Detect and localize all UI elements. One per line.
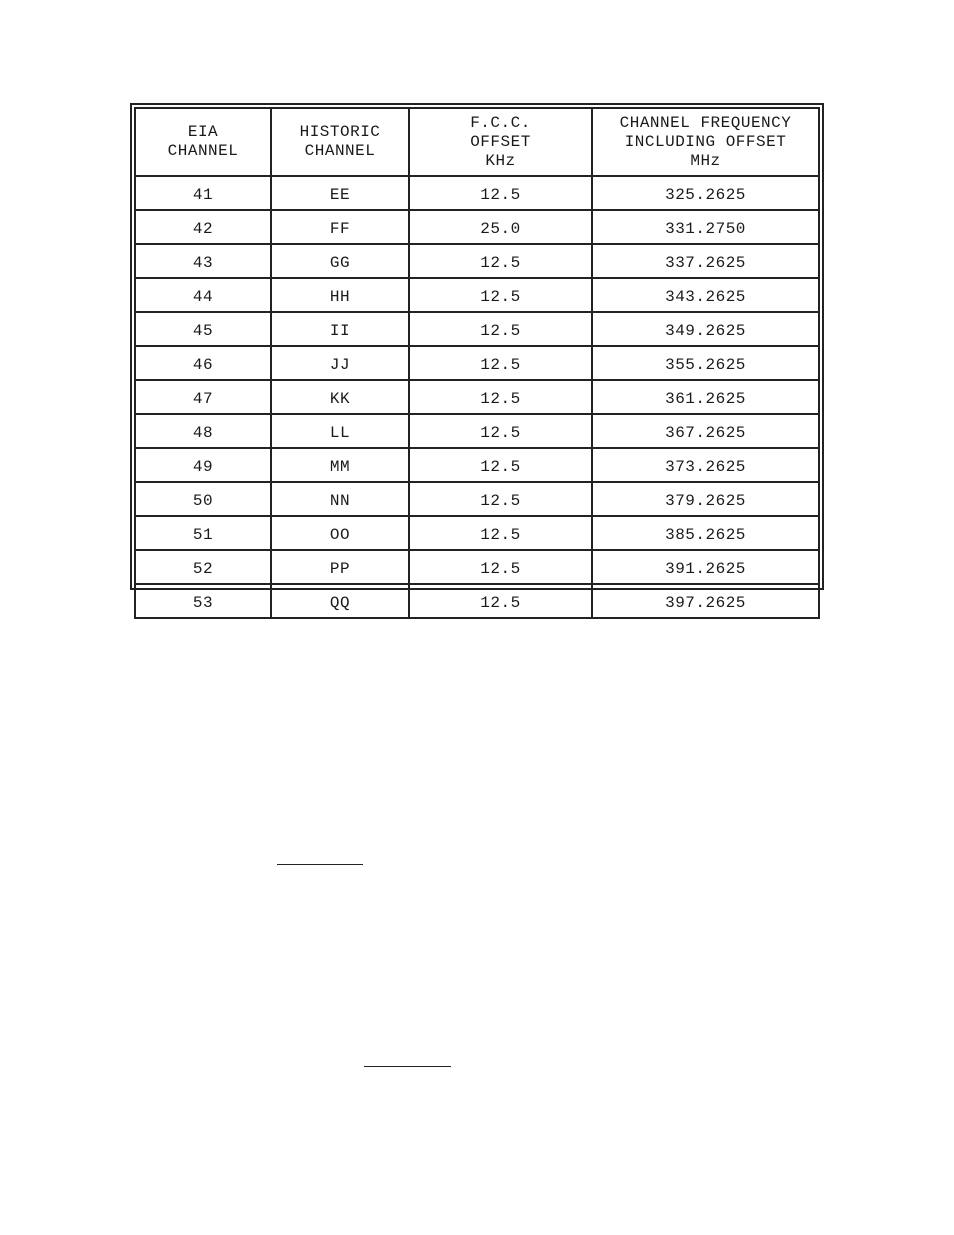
historic-channel-cell: NN	[271, 482, 409, 516]
underline-rule	[277, 864, 363, 865]
historic-channel-cell: HH	[271, 278, 409, 312]
table-row	[135, 210, 819, 244]
channel-frequency-cell: 397.2625	[592, 584, 819, 618]
historic-channel-cell: GG	[271, 244, 409, 278]
eia-channel-cell: 51	[135, 516, 271, 550]
table-row	[135, 176, 819, 210]
table-row	[135, 312, 819, 346]
historic-channel-cell: KK	[271, 380, 409, 414]
channel-frequency-cell: 385.2625	[592, 516, 819, 550]
table-row	[135, 516, 819, 550]
table-row	[135, 244, 819, 278]
fcc-offset-cell: 12.5	[409, 346, 592, 380]
table-row	[135, 278, 819, 312]
channel-frequency-cell: 325.2625	[592, 176, 819, 210]
historic-channel-cell: PP	[271, 550, 409, 584]
fcc-offset-cell: 12.5	[409, 244, 592, 278]
eia-channel-cell: 50	[135, 482, 271, 516]
channel-frequency-cell: 355.2625	[592, 346, 819, 380]
header-line: CHANNEL	[304, 142, 376, 160]
fcc-offset-cell: 12.5	[409, 448, 592, 482]
fcc-offset-cell: 12.5	[409, 380, 592, 414]
table-body	[135, 176, 819, 618]
channel-frequency-cell: 379.2625	[592, 482, 819, 516]
eia-channel-cell: 52	[135, 550, 271, 584]
underline-rule	[364, 1066, 451, 1067]
table-row	[135, 414, 819, 448]
fcc-offset-cell: 12.5	[409, 482, 592, 516]
channel-frequency-cell: 337.2625	[592, 244, 819, 278]
eia-channel-cell: 41	[135, 176, 271, 210]
eia-channel-cell: 47	[135, 380, 271, 414]
header-line: INCLUDING OFFSET	[624, 132, 787, 151]
eia-channel-cell: 42	[135, 210, 271, 244]
header-line: MHz	[690, 151, 721, 170]
header-historic-channel	[271, 108, 409, 176]
historic-channel-cell: MM	[271, 448, 409, 482]
historic-channel-cell: EE	[271, 176, 409, 210]
fcc-offset-cell: 12.5	[409, 312, 592, 346]
channel-frequency-cell: 361.2625	[592, 380, 819, 414]
historic-channel-cell: FF	[271, 210, 409, 244]
channel-frequency-cell: 349.2625	[592, 312, 819, 346]
fcc-offset-cell: 12.5	[409, 584, 592, 618]
channel-frequency-cell: 373.2625	[592, 448, 819, 482]
fcc-offset-cell: 25.0	[409, 210, 592, 244]
eia-channel-cell: 44	[135, 278, 271, 312]
channel-frequency-cell: 343.2625	[592, 278, 819, 312]
header-line: CHANNEL FREQUENCY	[619, 113, 792, 132]
eia-channel-cell: 45	[135, 312, 271, 346]
table-row	[135, 380, 819, 414]
eia-channel-cell: 43	[135, 244, 271, 278]
eia-channel-cell: 48	[135, 414, 271, 448]
header-line: F.C.C.	[470, 113, 531, 132]
header-line: KHz	[485, 151, 516, 170]
channel-table-frame	[130, 103, 824, 612]
table-row	[135, 550, 819, 584]
fcc-offset-cell: 12.5	[409, 414, 592, 448]
header-eia-channel	[135, 108, 271, 176]
fcc-offset-cell: 12.5	[409, 550, 592, 584]
table-row	[135, 448, 819, 482]
eia-channel-cell: 49	[135, 448, 271, 482]
header-line: EIA	[187, 123, 219, 141]
historic-channel-cell: OO	[271, 516, 409, 550]
table-row	[135, 482, 819, 516]
header-line: OFFSET	[470, 132, 531, 151]
fcc-offset-cell: 12.5	[409, 176, 592, 210]
historic-channel-cell: JJ	[271, 346, 409, 380]
fcc-offset-cell: 12.5	[409, 278, 592, 312]
table-header-row	[135, 108, 819, 176]
channel-frequency-cell: 331.2750	[592, 210, 819, 244]
header-channel-frequency	[592, 108, 819, 176]
channel-frequency-table	[134, 107, 820, 619]
table-row	[135, 346, 819, 380]
historic-channel-cell: LL	[271, 414, 409, 448]
eia-channel-cell: 53	[135, 584, 271, 618]
header-line: CHANNEL	[167, 142, 239, 160]
table-row	[135, 584, 819, 618]
header-fcc-offset	[409, 108, 592, 176]
header-line: HISTORIC	[299, 123, 381, 141]
historic-channel-cell: II	[271, 312, 409, 346]
channel-frequency-cell: 391.2625	[592, 550, 819, 584]
eia-channel-cell: 46	[135, 346, 271, 380]
fcc-offset-cell: 12.5	[409, 516, 592, 550]
historic-channel-cell: QQ	[271, 584, 409, 618]
channel-frequency-cell: 367.2625	[592, 414, 819, 448]
